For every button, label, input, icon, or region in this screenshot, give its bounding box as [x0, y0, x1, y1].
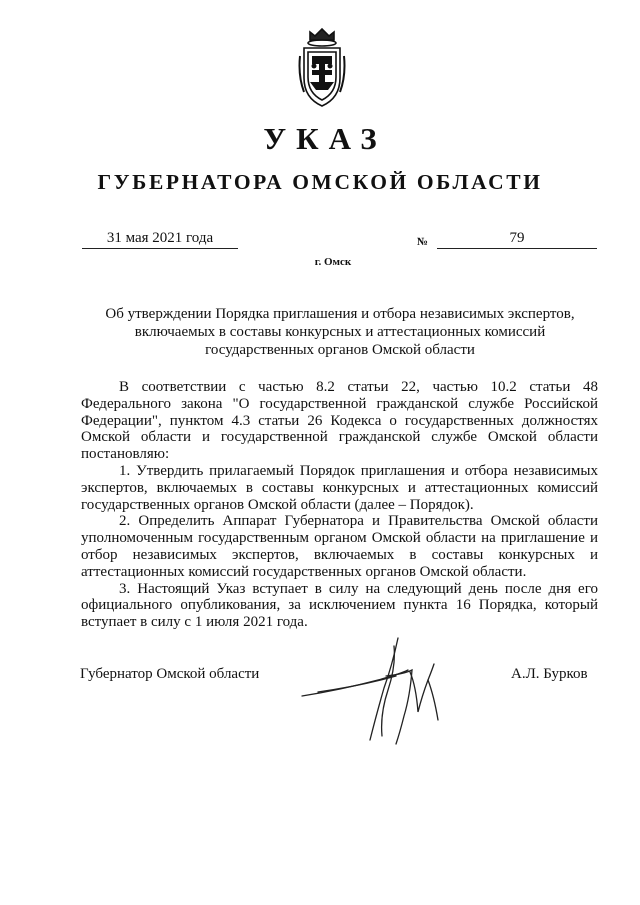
clause-2-paragraph: 2. Определить Аппарат Губернатора и Правительства Омской области уполномоченным государственным органом Омской области на приглашение и отбор независимых экспертов, включаемых в составы конкурсных и аттестационных комиссий государственных органов Омской области. — [81, 513, 598, 580]
number-label: № — [417, 236, 429, 248]
handwritten-signature — [300, 636, 470, 748]
document-date: 31 мая 2021 года — [82, 230, 238, 249]
signatory-title: Губернатор Омской области — [80, 666, 260, 682]
heading-line: государственных органов Омской области — [205, 342, 475, 358]
document-title: УКАЗ — [263, 121, 387, 156]
document-subtitle: ГУБЕРНАТОРА ОМСКОЙ ОБЛАСТИ — [97, 170, 543, 194]
coat-of-arms-icon — [298, 26, 346, 110]
clause-3-paragraph: 3. Настоящий Указ вступает в силу на следующий день после дня его официального опубликования, за исключением пункта 16 Порядка, который вступает в силу с 1 июля 2021 года. — [81, 580, 598, 631]
document-city: г. Омск — [314, 256, 352, 268]
document-heading — [80, 305, 600, 359]
document-body — [81, 379, 598, 631]
preamble-paragraph: В соответствии с частью 8.2 статьи 22, частью 10.2 статьи 48 Федерального закона "О государственной гражданской службе Российской Федерации", пунктом 4.3 статьи 26 Кодекса о государственных должностях Омской области и государственной гражданской службе Омской области постановляю: — [81, 379, 598, 463]
heading-line: включаемых в составы конкурсных и аттестационных комиссий — [134, 324, 546, 340]
clause-1-paragraph: 1. Утвердить прилагаемый Порядок приглашения и отбора независимых экспертов, включаемых в составы конкурсных и аттестационных комиссий государственных органов Омской области (далее – Порядок). — [81, 462, 598, 513]
heading-line: Об утверждении Порядка приглашения и отбора независимых экспертов, — [105, 306, 575, 322]
document-number: 79 — [437, 230, 597, 249]
signatory-name: А.Л. Бурков — [511, 666, 588, 682]
